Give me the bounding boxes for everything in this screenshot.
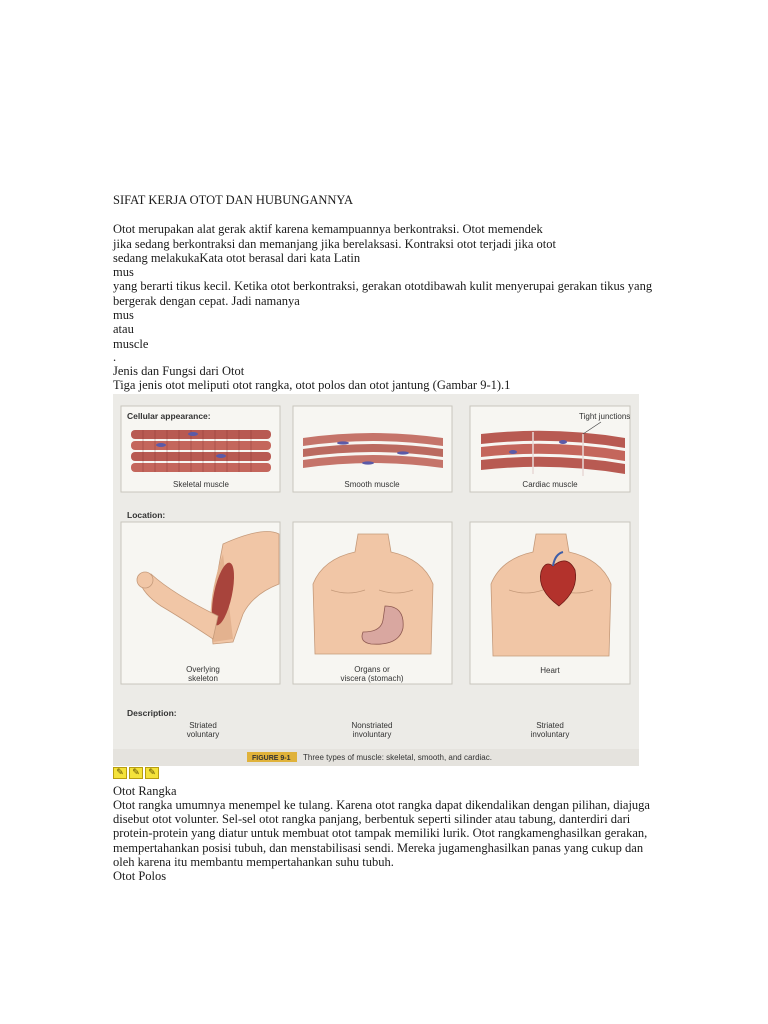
paragraph-line: mus bbox=[113, 265, 134, 279]
paragraph-line: Otot merupakan alat gerak aktif karena kemampuannya berkontraksi. Otot memendek bbox=[113, 222, 543, 236]
arm-location-line2: skeleton bbox=[188, 674, 218, 683]
skeletal-description-line1: Striated bbox=[189, 721, 217, 730]
description-label: Description: bbox=[127, 708, 177, 718]
section-heading: Otot Polos bbox=[113, 869, 167, 883]
cardiac-muscle-label: Cardiac muscle bbox=[522, 480, 578, 489]
paragraph-line: jika sedang berkontraksi dan memanjang jika berelaksasi. Kontraksi otot terjadi jika otot bbox=[113, 237, 556, 251]
document-title: SIFAT KERJA OTOT DAN HUBUNGANNYA bbox=[113, 193, 354, 207]
link-icon[interactable]: ✎ bbox=[145, 767, 159, 779]
stomach-location-line1: Organs or bbox=[354, 665, 390, 674]
smooth-muscle-illustration bbox=[303, 433, 443, 468]
figure-caption: Three types of muscle: skeletal, smooth, and cardiac. bbox=[303, 753, 492, 762]
heart-location-label: Heart bbox=[540, 666, 560, 675]
stomach-location-line2: viscera (stomach) bbox=[340, 674, 404, 683]
paragraph-line: oleh karena itu membantu mempertahankan suhu tubuh. bbox=[113, 855, 394, 869]
paragraph-line: bergerak dengan cepat. Jadi namanya bbox=[113, 294, 300, 308]
location-label: Location: bbox=[127, 510, 166, 520]
section-heading: Otot Rangka bbox=[113, 784, 177, 798]
link-icons-row bbox=[113, 767, 159, 781]
paragraph-line: Tiga jenis otot meliputi otot rangka, otot polos dan otot jantung (Gambar 9-1).1 bbox=[113, 378, 511, 392]
smooth-description-line1: Nonstriated bbox=[351, 721, 393, 730]
skeletal-description-line2: voluntary bbox=[186, 730, 220, 739]
paragraph-line: disebut otot volunter. Sel-sel otot rangka panjang, berbentuk seperti silinder atau tabung, danterdiri dari bbox=[113, 812, 631, 826]
arm-location-line1: Overlying bbox=[186, 665, 220, 674]
paragraph-line: sedang melakukaKata otot berasal dari kata Latin bbox=[113, 251, 361, 265]
paragraph-line: atau bbox=[113, 322, 134, 336]
paragraph-line: mus bbox=[113, 308, 134, 322]
link-icon[interactable]: ✎ bbox=[129, 767, 143, 779]
link-icon[interactable]: ✎ bbox=[113, 767, 127, 779]
paragraph-line: yang berarti tikus kecil. Ketika otot berkontraksi, gerakan ototdibawah kulit menyerupai gerakan tikus yang bbox=[113, 279, 653, 293]
section-heading: Jenis dan Fungsi dari Otot bbox=[113, 364, 245, 378]
tight-junctions-label: Tight junctions bbox=[579, 412, 631, 421]
skeletal-muscle-label: Skeletal muscle bbox=[172, 480, 230, 489]
smooth-muscle-label: Smooth muscle bbox=[344, 480, 400, 489]
paragraph-line: . bbox=[113, 350, 117, 364]
cardiac-description-line1: Striated bbox=[536, 721, 564, 730]
cellular-appearance-label: Cellular appearance: bbox=[127, 411, 211, 421]
paragraph-line: mempertahankan posisi tubuh, dan menstabilisasi sendi. Mereka jugamenghasilkan panas yang cukup dan bbox=[113, 841, 644, 855]
paragraph-line: protein-protein yang diatur untuk membuat otot tampak memiliki lurik. Otot rangkamenghasilkan gerakan, bbox=[113, 826, 648, 840]
paragraph-line: muscle bbox=[113, 337, 149, 351]
muscle-types-figure bbox=[113, 394, 639, 766]
smooth-description-line2: involuntary bbox=[352, 730, 392, 739]
cardiac-description-line2: involuntary bbox=[530, 730, 570, 739]
paragraph-line: Otot rangka umumnya menempel ke tulang. Karena otot rangka dapat dikendalikan dengan pilihan, diajuga bbox=[113, 798, 650, 812]
figure-caption-tag: FIGURE 9-1 bbox=[252, 755, 291, 762]
